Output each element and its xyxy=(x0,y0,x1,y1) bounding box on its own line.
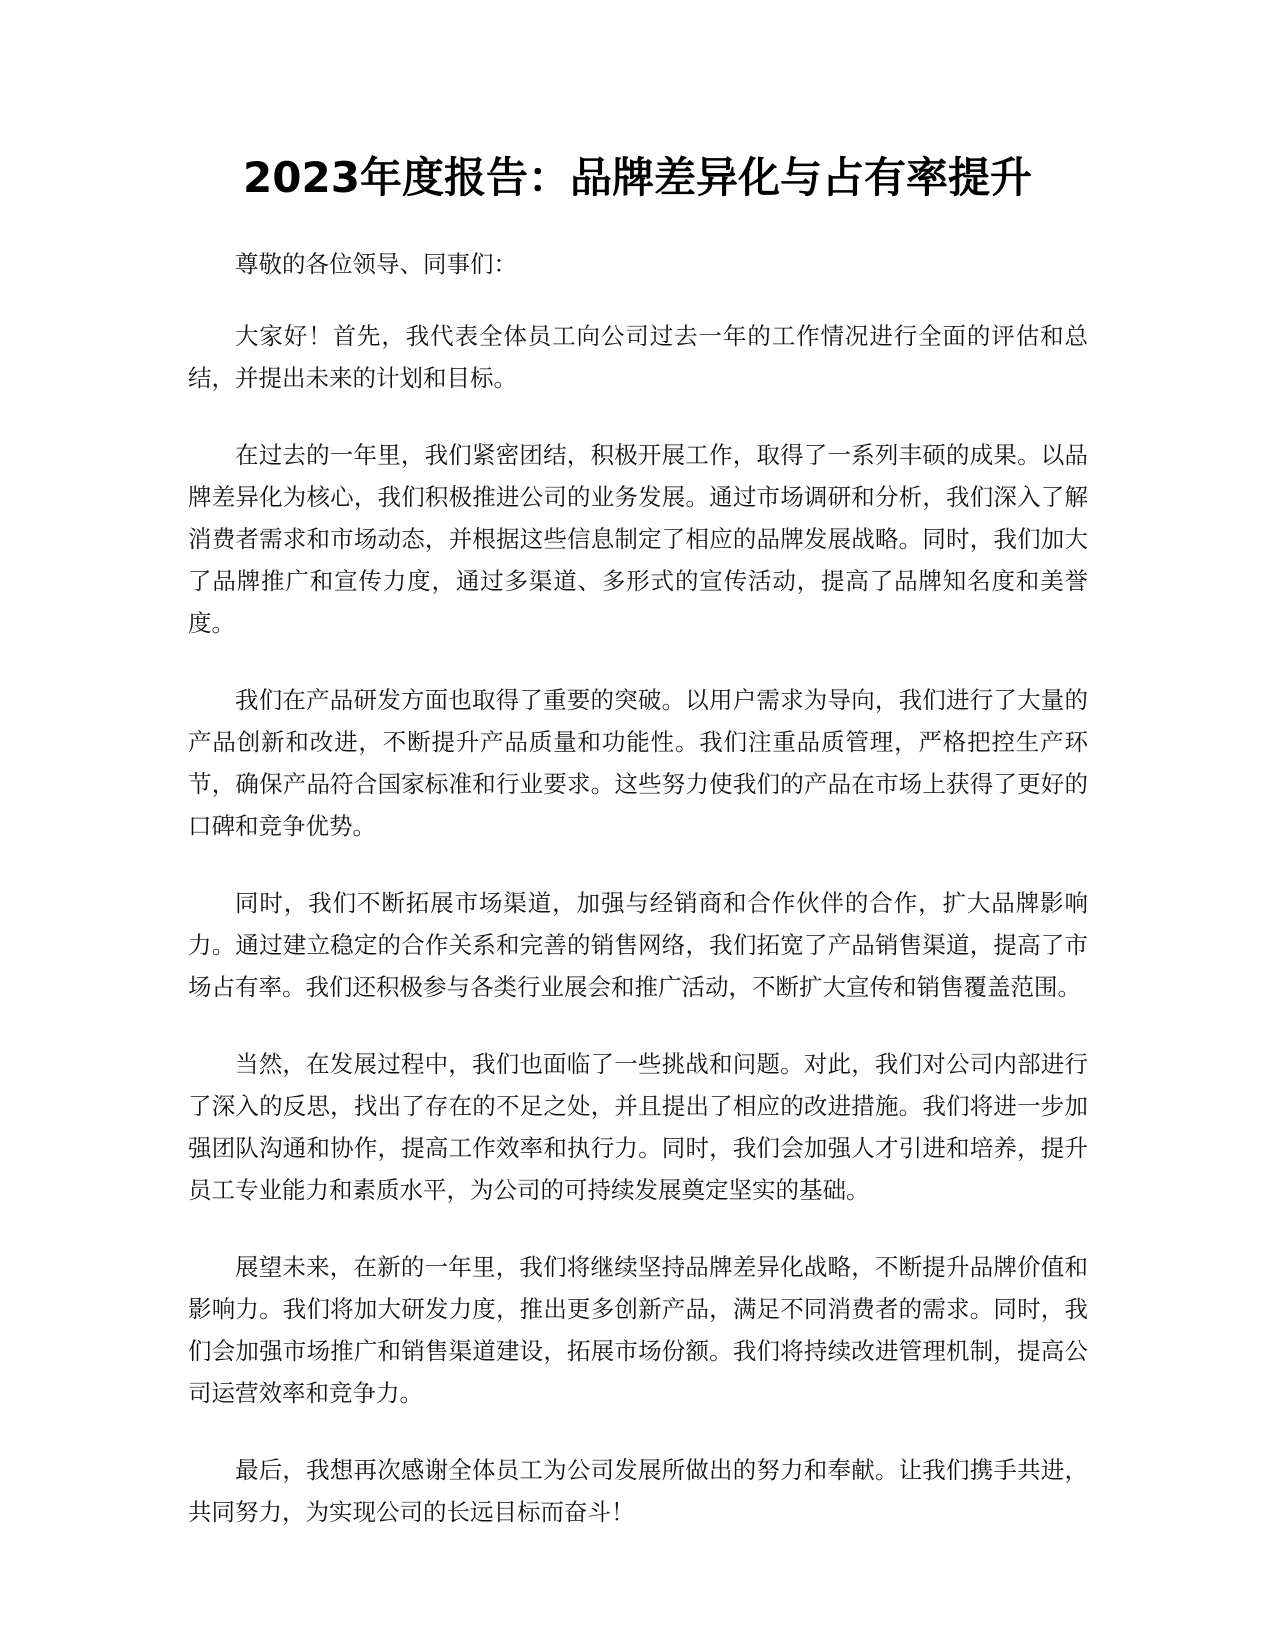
paragraph-outlook: 展望未来，在新的一年里，我们将继续坚持品牌差异化战略，不断提升品牌价值和影响力。我们将加大研发力度，推出更多创新产品，满足不同消费者的需求。同时，我们会加强市场推广和销售渠道建设，拓展市场份额。我们将持续改进管理机制，提高公司运营效率和竞争力。 xyxy=(188,1253,1088,1407)
paragraph-closing: 最后，我想再次感谢全体员工为公司发展所做出的努力和奉献。让我们携手共进，共同努力，为实现公司的长远目标而奋斗！ xyxy=(188,1456,1088,1526)
paragraph-brand-achievements: 在过去的一年里，我们紧密团结，积极开展工作，取得了一系列丰硕的成果。以品牌差异化为核心，我们积极推进公司的业务发展。通过市场调研和分析，我们深入了解消费者需求和市场动态，并根据这些信息制定了相应的品牌发展战略。同时，我们加大了品牌推广和宣传力度，通过多渠道、多形式的宣传活动，提高了品牌知名度和美誉度。 xyxy=(188,441,1088,637)
paragraph-intro: 大家好！首先，我代表全体员工向公司过去一年的工作情况进行全面的评估和总结，并提出未来的计划和目标。 xyxy=(188,322,1088,392)
paragraph-market-channels: 同时，我们不断拓展市场渠道，加强与经销商和合作伙伴的合作，扩大品牌影响力。通过建立稳定的合作关系和完善的销售网络，我们拓宽了产品销售渠道，提高了市场占有率。我们还积极参与各类行业展会和推广活动，不断扩大宣传和销售覆盖范围。 xyxy=(188,889,1088,1001)
paragraph-challenges: 当然，在发展过程中，我们也面临了一些挑战和问题。对此，我们对公司内部进行了深入的反思，找出了存在的不足之处，并且提出了相应的改进措施。我们将进一步加强团队沟通和协作，提高工作效率和执行力。同时，我们会加强人才引进和培养，提升员工专业能力和素质水平，为公司的可持续发展奠定坚实的基础。 xyxy=(188,1050,1088,1204)
document-body xyxy=(188,243,1088,1568)
paragraph-product-rd: 我们在产品研发方面也取得了重要的突破。以用户需求为导向，我们进行了大量的产品创新和改进，不断提升产品质量和功能性。我们注重品质管理，严格把控生产环节，确保产品符合国家标准和行业要求。这些努力使我们的产品在市场上获得了更好的口碑和竞争优势。 xyxy=(188,686,1088,840)
greeting-paragraph: 尊敬的各位领导、同事们： xyxy=(235,250,517,278)
document-title: 2023年度报告：品牌差异化与占有率提升 xyxy=(243,153,1032,202)
